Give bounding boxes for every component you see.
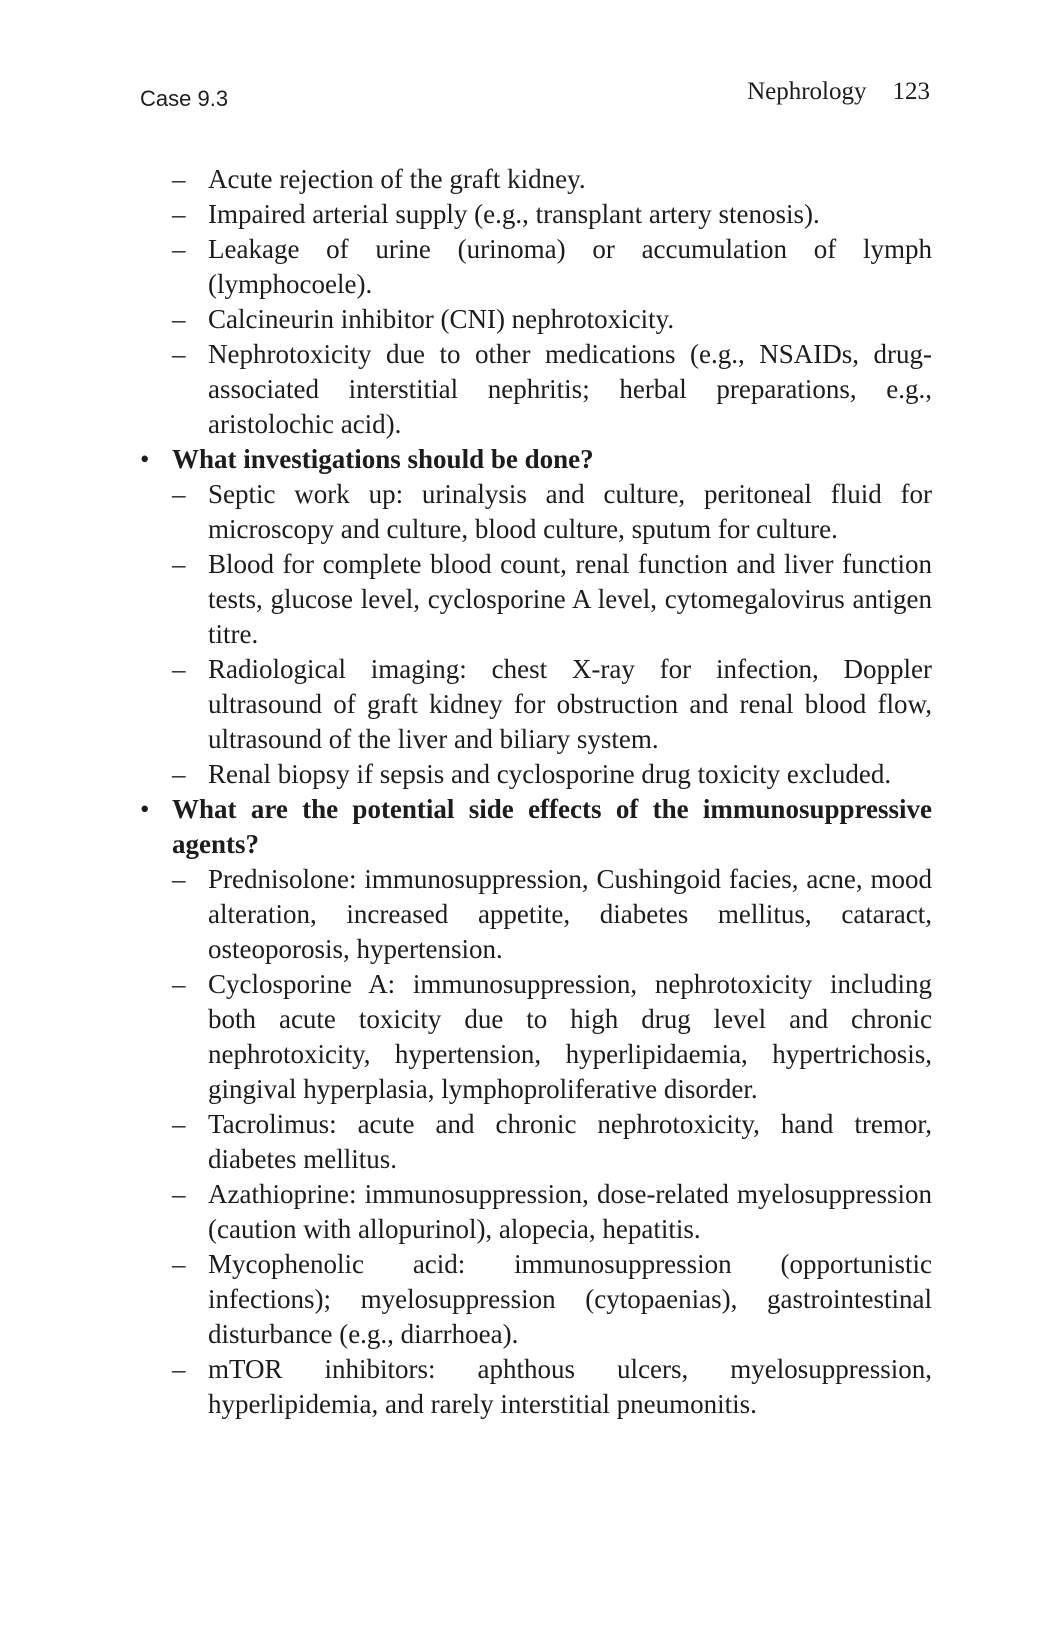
question-heading-side-effects: • What are the potential side effects of the immunosuppressive agents? [140, 794, 932, 859]
list-item: – Calcineurin inhibitor (CNI) nephrotoxicity. [172, 304, 675, 334]
list-item: – Acute rejection of the graft kidney. [172, 164, 586, 194]
page-number: 123 [892, 78, 930, 105]
list-item: – Radiological imaging: chest X-ray for infection, Doppler ultrasound of graft kidney for obstruction and renal blood flow, ultrasound of the liver and biliary system. [172, 654, 932, 754]
list-item: – Tacrolimus: acute and chronic nephrotoxicity, hand tremor, diabetes mellitus. [172, 1109, 932, 1174]
running-head [747, 78, 930, 106]
page-header [140, 78, 930, 114]
page-body [140, 162, 932, 1422]
case-label: Case 9.3 [140, 86, 229, 111]
list-item: – Blood for complete blood count, renal function and liver function tests, glucose level, cyclosporine A level, cytomegalovirus antigen titre. [172, 549, 932, 649]
list-item: – Mycophenolic acid: immunosuppression (opportunistic infections); myelosuppression (cytopaenias), gastrointestinal disturbance (e.g., diarrhoea). [172, 1249, 932, 1349]
list-item: – Azathioprine: immunosuppression, dose-related myelosuppression (caution with allopurinol), alopecia, hepatitis. [172, 1179, 932, 1244]
question-heading-investigations: • What investigations should be done? [140, 444, 594, 474]
list-item: – Prednisolone: immunosuppression, Cushingoid facies, acne, mood alteration, increased appetite, diabetes mellitus, cataract, osteoporosis, hypertension. [172, 864, 932, 964]
list-item: – Impaired arterial supply (e.g., transplant artery stenosis). [172, 199, 820, 229]
list-item: – Septic work up: urinalysis and culture, peritoneal fluid for microscopy and culture, blood culture, sputum for culture. [172, 479, 932, 544]
list-item: – Cyclosporine A: immunosuppression, nephrotoxicity including both acute toxicity due to high drug level and chronic nephrotoxicity, hypertension, hyperlipidaemia, hypertrichosis, gingival hyperplasia, lymphoproliferative disorder. [172, 969, 932, 1104]
list-item: – Renal biopsy if sepsis and cyclosporine drug toxicity excluded. [172, 759, 892, 789]
list-item: – Nephrotoxicity due to other medications (e.g., NSAIDs, drug-associated interstitial nephritis; herbal preparations, e.g., aristolochic acid). [172, 339, 932, 439]
list-item: – mTOR inhibitors: aphthous ulcers, myelosuppression, hyperlipidemia, and rarely interstitial pneumonitis. [172, 1354, 932, 1419]
section-name: Nephrology [747, 78, 867, 105]
list-item: – Leakage of urine (urinoma) or accumulation of lymph (lymphocoele). [172, 234, 932, 299]
